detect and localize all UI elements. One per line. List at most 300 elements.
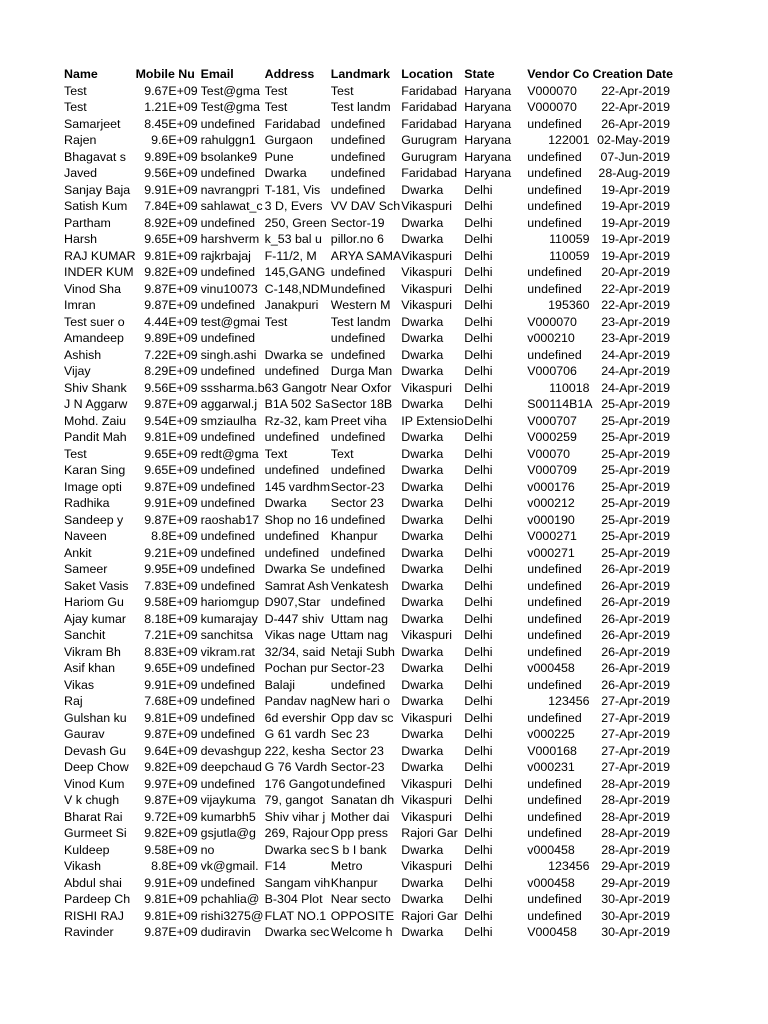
- cell-landmark: undefined: [330, 182, 386, 197]
- cell-mobile: 9.72E+09: [144, 809, 198, 824]
- cell-address: Dwarka Se: [264, 562, 326, 576]
- cell-email: undefined: [200, 694, 256, 708]
- cell-creation-date: 28-Apr-2019: [601, 809, 671, 824]
- cell-vendor-code: 110059: [549, 232, 590, 246]
- table-row: [64, 627, 673, 644]
- cell-state: Delhi: [464, 380, 493, 395]
- cell-vendor-code: 122001: [548, 133, 590, 147]
- table-row: [64, 248, 673, 265]
- cell-vendor-code: v000210: [527, 331, 575, 345]
- cell-vendor-code: undefined: [527, 149, 582, 164]
- table-row: [64, 347, 673, 364]
- cell-mobile: 9.56E+09: [144, 166, 198, 180]
- table-row: [64, 132, 673, 149]
- cell-state: Haryana: [464, 100, 512, 114]
- cell-landmark: Durga Man: [330, 364, 393, 378]
- cell-mobile: 9.64E+09: [144, 743, 198, 758]
- cell-mobile: 9.6E+09: [151, 133, 198, 147]
- cell-vendor-code: v000458: [527, 875, 575, 890]
- table-row: [64, 479, 673, 496]
- table-row: [64, 149, 673, 166]
- cell-name: Radhika: [64, 496, 110, 510]
- cell-landmark: undefined: [330, 776, 386, 791]
- cell-location: Dwarka: [401, 446, 444, 461]
- table-row: [64, 231, 673, 248]
- column-header-state: State: [464, 67, 495, 81]
- cell-name: Gurmeet Si: [64, 826, 127, 840]
- cell-email: undefined: [200, 496, 256, 510]
- cell-vendor-code: undefined: [527, 578, 582, 593]
- cell-email: undefined: [200, 677, 256, 692]
- cell-mobile: 8.8E+09: [151, 859, 198, 873]
- cell-state: Delhi: [464, 248, 493, 263]
- cell-state: Delhi: [464, 199, 493, 213]
- cell-state: Delhi: [464, 529, 493, 543]
- cell-location: Dwarka: [401, 578, 444, 593]
- cell-address: 222, kesha: [264, 743, 326, 758]
- table-row: [64, 858, 673, 875]
- cell-state: Delhi: [464, 776, 493, 791]
- cell-vendor-code: undefined: [527, 776, 582, 791]
- cell-vendor-code: undefined: [527, 199, 582, 213]
- cell-state: Delhi: [464, 710, 493, 725]
- cell-vendor-code: undefined: [527, 562, 582, 576]
- cell-address: [265, 330, 331, 347]
- cell-email: rahulggn1: [200, 133, 256, 147]
- cell-address: Samrat Ash: [264, 578, 329, 593]
- cell-vendor-code: V000271: [527, 529, 577, 543]
- cell-location: Dwarka: [401, 743, 444, 758]
- cell-creation-date: 20-Apr-2019: [601, 265, 671, 279]
- cell-address: 79, gangot: [264, 793, 324, 807]
- cell-vendor-code: undefined: [527, 908, 582, 923]
- table-row: [64, 743, 673, 760]
- cell-landmark: undefined: [330, 281, 386, 296]
- cell-name: Raj: [64, 694, 83, 708]
- cell-state: Delhi: [464, 496, 493, 510]
- cell-creation-date: 26-Apr-2019: [601, 661, 671, 675]
- cell-email: undefined: [200, 710, 256, 725]
- cell-state: Delhi: [464, 397, 493, 411]
- cell-vendor-code: undefined: [527, 793, 582, 807]
- cell-name: Kuldeep: [64, 842, 110, 857]
- cell-name: Partham: [64, 215, 111, 230]
- cell-location: Dwarka: [401, 545, 444, 560]
- cell-address: FLAT NO.1: [264, 908, 327, 923]
- cell-mobile: 9.89E+09: [144, 331, 198, 345]
- cell-state: Delhi: [464, 826, 493, 840]
- cell-vendor-code: 110018: [549, 380, 590, 395]
- cell-location: Dwarka: [401, 611, 444, 626]
- cell-address: Pochan pur: [264, 661, 329, 675]
- cell-vendor-code: V000070: [527, 100, 577, 114]
- cell-mobile: 9.87E+09: [144, 397, 198, 411]
- table-row: [64, 215, 673, 232]
- cell-email: rajkrbajaj: [200, 248, 251, 263]
- cell-landmark: undefined: [330, 562, 386, 576]
- cell-state: Delhi: [464, 347, 493, 362]
- cell-mobile: 9.54E+09: [144, 413, 198, 428]
- table-row: [64, 99, 673, 116]
- cell-location: Faridabad: [401, 100, 458, 114]
- cell-landmark: Test: [330, 83, 354, 98]
- cell-location: Dwarka: [401, 463, 444, 477]
- cell-vendor-code: S00114B1A: [527, 397, 593, 411]
- cell-creation-date: 28-Apr-2019: [601, 842, 671, 857]
- cell-location: Vikaspuri: [401, 199, 453, 213]
- cell-mobile: 9.82E+09: [144, 760, 198, 774]
- cell-mobile: 9.81E+09: [144, 430, 198, 444]
- column-header-email: Email: [200, 67, 234, 81]
- cell-vendor-code: undefined: [527, 644, 582, 659]
- cell-email: undefined: [200, 116, 256, 131]
- cell-vendor-code: undefined: [527, 116, 582, 131]
- cell-email: Test@gma: [200, 100, 261, 114]
- cell-address: undefined: [264, 463, 320, 477]
- cell-address: undefined: [264, 545, 320, 560]
- cell-email: hariomgup: [200, 595, 260, 609]
- cell-location: Dwarka: [401, 232, 444, 246]
- cell-email: test@gmai: [200, 314, 261, 329]
- cell-creation-date: 24-Apr-2019: [601, 364, 671, 378]
- table-row: [64, 413, 673, 430]
- cell-state: Haryana: [464, 83, 512, 98]
- table-row: [64, 83, 673, 100]
- cell-email: redt@gma: [200, 446, 259, 461]
- cell-landmark: undefined: [330, 512, 386, 527]
- cell-mobile: 8.8E+09: [151, 529, 198, 543]
- cell-location: Dwarka: [401, 661, 444, 675]
- cell-address: Sangam vih: [264, 875, 331, 890]
- cell-vendor-code: 123456: [548, 694, 590, 708]
- cell-landmark: undefined: [330, 545, 386, 560]
- cell-vendor-code: v000212: [527, 496, 575, 510]
- table-row: [64, 644, 673, 661]
- cell-address: T-181, Vis: [264, 182, 321, 197]
- cell-landmark: undefined: [330, 595, 386, 609]
- cell-location: Dwarka: [401, 430, 444, 444]
- cell-creation-date: 19-Apr-2019: [601, 182, 671, 197]
- table-row: [64, 792, 673, 809]
- cell-address: undefined: [264, 430, 320, 444]
- cell-state: Delhi: [464, 793, 493, 807]
- cell-location: Faridabad: [401, 166, 458, 180]
- cell-location: Dwarka: [401, 529, 444, 543]
- table-row: [64, 330, 673, 347]
- cell-mobile: 9.87E+09: [144, 281, 198, 296]
- table-row: [64, 198, 673, 215]
- cell-location: Dwarka: [401, 182, 444, 197]
- cell-state: Delhi: [464, 628, 493, 642]
- cell-email: undefined: [200, 430, 256, 444]
- cell-email: undefined: [200, 661, 256, 675]
- cell-name: Deep Chow: [64, 760, 129, 774]
- table-body: [64, 83, 673, 941]
- cell-vendor-code: V00070: [527, 446, 571, 461]
- cell-mobile: 9.91E+09: [144, 182, 198, 197]
- cell-mobile: 9.56E+09: [144, 380, 198, 395]
- cell-landmark: Sector 23: [330, 496, 384, 510]
- cell-name: J N Aggarw: [64, 397, 128, 411]
- cell-name: Hariom Gu: [64, 595, 124, 609]
- cell-email: deepchaud: [200, 760, 262, 774]
- cell-location: Vikaspuri: [401, 859, 453, 873]
- cell-vendor-code: undefined: [527, 677, 582, 692]
- cell-location: Dwarka: [401, 875, 444, 890]
- cell-creation-date: 28-Apr-2019: [601, 776, 671, 791]
- cell-creation-date: 02-May-2019: [597, 133, 671, 147]
- cell-mobile: 9.87E+09: [144, 298, 198, 312]
- cell-creation-date: 26-Apr-2019: [601, 578, 671, 593]
- cell-creation-date: 30-Apr-2019: [601, 892, 671, 906]
- cell-name: Bhagavat s: [64, 149, 126, 164]
- cell-mobile: 9.91E+09: [144, 677, 198, 692]
- cell-mobile: 7.84E+09: [144, 199, 198, 213]
- table-row: [64, 908, 673, 925]
- cell-mobile: 8.45E+09: [144, 116, 198, 131]
- cell-creation-date: 26-Apr-2019: [601, 595, 671, 609]
- table-row: [64, 710, 673, 727]
- cell-mobile: 9.81E+09: [144, 248, 198, 263]
- table-row: [64, 264, 673, 281]
- cell-email: sssharma.b: [200, 380, 265, 395]
- cell-landmark: Sec 23: [330, 727, 370, 741]
- cell-address: k_53 bal u: [264, 232, 322, 246]
- table-row: [64, 281, 673, 298]
- cell-email: undefined: [200, 529, 256, 543]
- cell-landmark: Opp dav sc: [330, 710, 394, 725]
- cell-address: B-304 Plot: [264, 892, 323, 906]
- cell-creation-date: 25-Apr-2019: [601, 446, 671, 461]
- cell-vendor-code: V000709: [527, 463, 577, 477]
- cell-landmark: Preet viha: [330, 413, 387, 428]
- cell-location: Vikaspuri: [401, 809, 453, 824]
- cell-email: harshverm: [200, 232, 260, 246]
- cell-vendor-code: V000070: [527, 83, 577, 98]
- column-header-name: Name: [64, 67, 98, 81]
- table-row: [64, 363, 673, 380]
- cell-mobile: 9.87E+09: [144, 925, 198, 939]
- cell-landmark: Sector 18B: [330, 397, 393, 411]
- column-header-landmark: Landmark: [330, 67, 391, 81]
- cell-email: undefined: [200, 479, 256, 494]
- cell-address: Dwarka: [264, 496, 307, 510]
- cell-name: Imran: [64, 298, 96, 312]
- cell-email: vinu10073: [200, 281, 258, 296]
- cell-creation-date: 25-Apr-2019: [601, 512, 671, 527]
- table-row: [64, 891, 673, 908]
- cell-creation-date: 30-Apr-2019: [601, 925, 671, 939]
- cell-state: Delhi: [464, 182, 493, 197]
- cell-address: Faridabad: [264, 116, 321, 131]
- table-row: [64, 677, 673, 694]
- cell-creation-date: 25-Apr-2019: [601, 496, 671, 510]
- cell-name: Karan Sing: [64, 463, 126, 477]
- cell-creation-date: 25-Apr-2019: [601, 529, 671, 543]
- cell-landmark: Khanpur: [330, 875, 378, 890]
- cell-mobile: 9.65E+09: [144, 232, 198, 246]
- cell-mobile: 8.83E+09: [144, 644, 198, 659]
- cell-state: Delhi: [464, 364, 493, 378]
- cell-mobile: 9.81E+09: [144, 710, 198, 725]
- cell-address: 250, Green: [264, 215, 327, 230]
- cell-state: Delhi: [464, 644, 493, 659]
- cell-name: INDER KUM: [64, 265, 134, 279]
- cell-email: gsjutla@g: [200, 826, 256, 840]
- cell-name: Vikash: [64, 859, 101, 873]
- cell-address: Text: [264, 446, 288, 461]
- column-header-mobile: Mobile Nu: [135, 67, 195, 81]
- cell-address: Pune: [264, 149, 294, 164]
- cell-name: Samarjeet: [64, 116, 121, 131]
- table-row: [64, 182, 673, 199]
- cell-name: Harsh: [64, 232, 98, 246]
- cell-state: Delhi: [464, 760, 493, 774]
- cell-address: 145 vardhm: [264, 479, 331, 494]
- cell-vendor-code: undefined: [527, 611, 582, 626]
- cell-state: Delhi: [464, 727, 493, 741]
- cell-address: Test: [264, 83, 288, 98]
- cell-name: Vinod Kum: [64, 776, 125, 791]
- cell-landmark: Test landm: [330, 314, 391, 329]
- cell-landmark: Uttam nag: [330, 611, 388, 626]
- cell-mobile: 9.91E+09: [144, 496, 198, 510]
- cell-state: Delhi: [464, 908, 493, 923]
- cell-vendor-code: undefined: [527, 628, 582, 642]
- cell-creation-date: 26-Apr-2019: [601, 562, 671, 576]
- cell-mobile: 8.18E+09: [144, 611, 198, 626]
- cell-email: bsolanke9: [200, 149, 258, 164]
- cell-creation-date: 27-Apr-2019: [601, 727, 671, 741]
- cell-vendor-code: v000231: [527, 760, 575, 774]
- cell-email: undefined: [200, 265, 256, 279]
- table-row: [64, 165, 673, 182]
- cell-landmark: Mother dai: [330, 809, 390, 824]
- cell-email: smziaulha: [200, 413, 257, 428]
- table-row: [64, 462, 673, 479]
- cell-creation-date: 28-Apr-2019: [601, 793, 671, 807]
- cell-landmark: undefined: [330, 149, 386, 164]
- cell-vendor-code: undefined: [527, 809, 582, 824]
- cell-name: Vikram Bh: [64, 644, 121, 659]
- cell-location: Faridabad: [401, 83, 458, 98]
- cell-email: dudiravin: [200, 925, 251, 939]
- cell-location: Dwarka: [401, 347, 444, 362]
- cell-email: undefined: [200, 875, 256, 890]
- cell-vendor-code: v000190: [527, 512, 575, 527]
- cell-name: Sandeep y: [64, 512, 124, 527]
- cell-state: Delhi: [464, 809, 493, 824]
- cell-state: Delhi: [464, 743, 493, 758]
- cell-location: Dwarka: [401, 479, 444, 494]
- cell-address: B1A 502 Sa: [264, 397, 331, 411]
- cell-vendor-code: undefined: [527, 710, 582, 725]
- cell-state: Delhi: [464, 265, 493, 279]
- cell-address: undefined: [264, 529, 320, 543]
- cell-location: Vikaspuri: [401, 281, 453, 296]
- cell-creation-date: 26-Apr-2019: [601, 116, 671, 131]
- cell-email: undefined: [200, 562, 256, 576]
- table-row: [64, 611, 673, 628]
- table-row: [64, 924, 673, 941]
- cell-vendor-code: undefined: [527, 182, 582, 197]
- table-row: [64, 759, 673, 776]
- cell-landmark: Metro: [330, 859, 363, 873]
- cell-location: Vikaspuri: [401, 628, 453, 642]
- cell-name: Amandeep: [64, 331, 124, 345]
- cell-state: Delhi: [464, 892, 493, 906]
- cell-name: Vinod Sha: [64, 281, 121, 296]
- cell-address: Pandav nag: [264, 694, 331, 708]
- data-table: [64, 66, 673, 941]
- cell-mobile: 9.58E+09: [144, 595, 198, 609]
- cell-mobile: 9.89E+09: [144, 149, 198, 164]
- table-row: [64, 314, 673, 331]
- cell-mobile: 7.68E+09: [144, 694, 198, 708]
- cell-landmark: pillor.no 6: [330, 232, 384, 246]
- cell-email: vikram.rat: [200, 644, 255, 659]
- cell-creation-date: 22-Apr-2019: [601, 83, 671, 98]
- cell-name: Vijay: [64, 364, 91, 378]
- cell-address: Dwarka se: [264, 347, 324, 362]
- cell-email: kumarbh5: [200, 809, 256, 824]
- cell-creation-date: 30-Apr-2019: [601, 908, 671, 923]
- cell-address: Dwarka sec: [264, 842, 330, 857]
- cell-creation-date: 23-Apr-2019: [601, 331, 671, 345]
- cell-address: Shiv vihar j: [264, 809, 326, 824]
- cell-location: Dwarka: [401, 694, 444, 708]
- cell-name: Abdul shai: [64, 875, 122, 890]
- cell-landmark: Western M: [330, 298, 391, 312]
- cell-address: Test: [264, 100, 288, 114]
- cell-state: Haryana: [464, 133, 512, 147]
- cell-state: Haryana: [464, 149, 512, 164]
- cell-name: Ankit: [64, 545, 92, 560]
- cell-email: singh.ashi: [200, 347, 257, 362]
- cell-state: Delhi: [464, 611, 493, 626]
- cell-name: Test: [64, 100, 87, 114]
- header-row: [64, 66, 673, 83]
- cell-landmark: undefined: [330, 463, 386, 477]
- cell-mobile: 9.87E+09: [144, 512, 198, 527]
- cell-landmark: Sector-23: [330, 760, 385, 774]
- cell-email: navrangpri: [200, 182, 260, 197]
- table-row: [64, 561, 673, 578]
- cell-state: Delhi: [464, 661, 493, 675]
- cell-location: Dwarka: [401, 677, 444, 692]
- table-row: [64, 297, 673, 314]
- cell-address: Vikas nage: [264, 628, 326, 642]
- cell-creation-date: 22-Apr-2019: [601, 100, 671, 114]
- cell-landmark: Test landm: [330, 100, 391, 114]
- cell-vendor-code: undefined: [527, 892, 582, 906]
- cell-address: G 61 vardh: [264, 727, 326, 741]
- cell-state: Delhi: [464, 215, 493, 230]
- cell-mobile: 9.67E+09: [144, 83, 198, 98]
- cell-name: Pardeep Ch: [64, 892, 131, 906]
- cell-state: Delhi: [464, 578, 493, 593]
- cell-state: Delhi: [464, 694, 493, 708]
- cell-landmark: undefined: [330, 116, 386, 131]
- cell-mobile: 9.81E+09: [144, 892, 198, 906]
- cell-mobile: 9.65E+09: [144, 463, 198, 477]
- cell-mobile: 9.82E+09: [144, 826, 198, 840]
- cell-mobile: 9.58E+09: [144, 842, 198, 857]
- cell-vendor-code: undefined: [527, 595, 582, 609]
- cell-vendor-code: undefined: [527, 166, 582, 180]
- column-header-vendor-code: Vendor Co: [527, 67, 590, 81]
- cell-vendor-code: V000070: [527, 314, 577, 329]
